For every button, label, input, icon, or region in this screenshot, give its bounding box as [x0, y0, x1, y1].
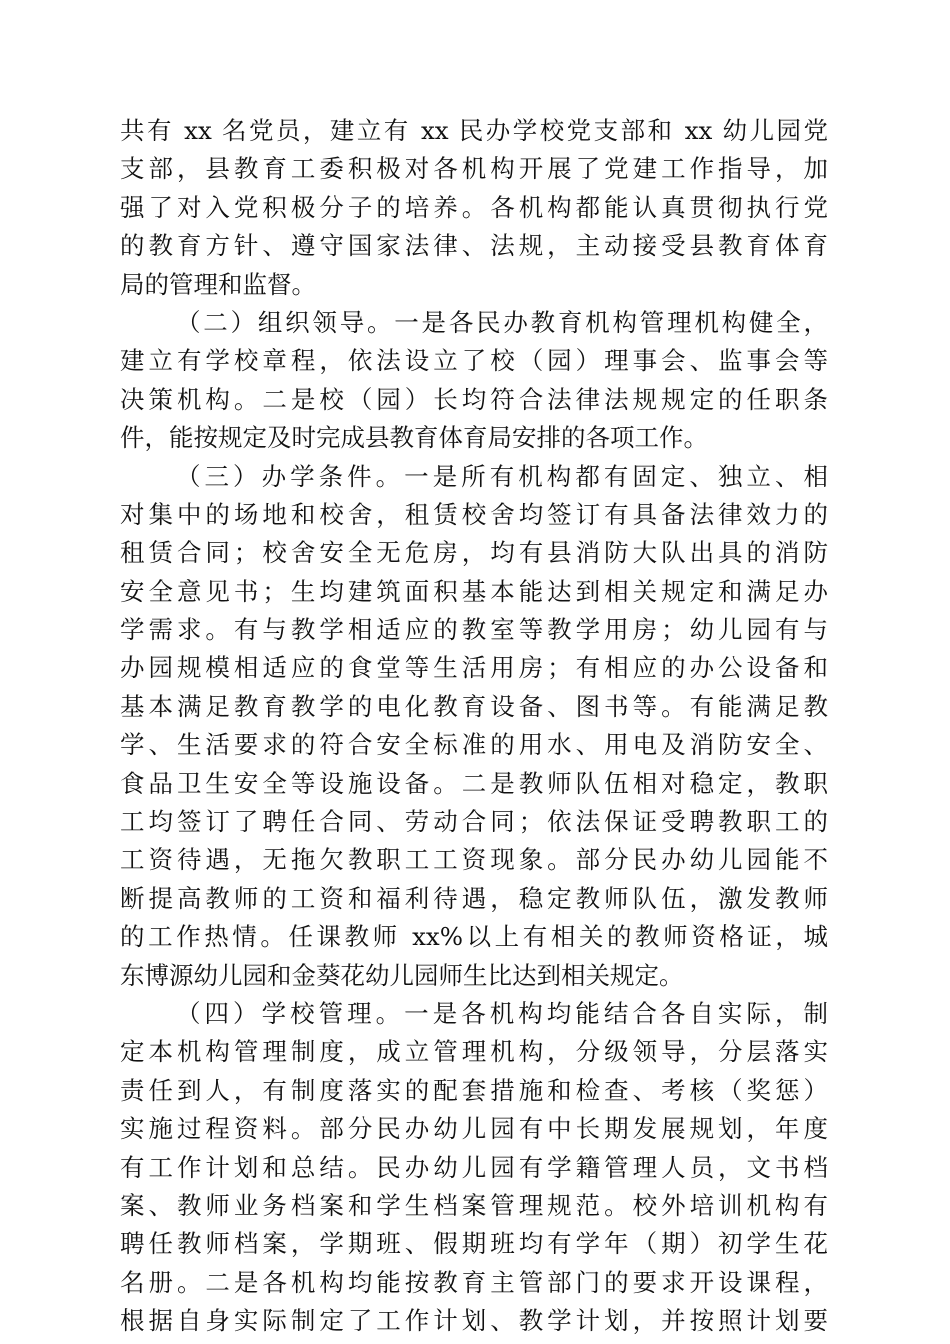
text-line: 决策机构。二是校（园）长均符合法律法规规定的任职条: [120, 384, 828, 414]
text-line: 局的管理和监督。: [120, 269, 316, 299]
text-line: 食品卫生安全等设施设备。二是教师队伍相对稳定，教职: [120, 768, 828, 798]
text-line: 租赁合同；校舍安全无危房，均有县消防大队出具的消防: [120, 538, 828, 568]
text-line: 强了对入党积极分子的培养。各机构都能认真贯彻执行党: [120, 192, 828, 222]
text-line: 案、教师业务档案和学生档案管理规范。校外培训机构有: [120, 1190, 828, 1220]
text-line: 工均签订了聘任合同、劳动合同；依法保证受聘教职工的: [120, 807, 828, 837]
text-line: 的教育方针、遵守国家法律、法规，主动接受县教育体育: [120, 231, 828, 261]
text-line: 建立有学校章程，依法设立了校（园）理事会、监事会等: [120, 346, 828, 376]
text-line: 聘任教师档案，学期班、假期班均有学年（期）初学生花: [120, 1229, 828, 1259]
text-line: 件，能按规定及时完成县教育体育局安排的各项工作。: [120, 423, 708, 453]
text-line: 对集中的场地和校舍，租赁校舍均签订有具备法律效力的: [120, 499, 828, 529]
section-heading-line: （三）办学条件。一是所有机构都有固定、独立、相: [176, 461, 828, 491]
text-line: 安全意见书；生均建筑面积基本能达到相关规定和满足办: [120, 576, 828, 606]
text-line: 学需求。有与教学相适应的教室等教学用房；幼儿园有与: [120, 615, 828, 645]
text-line: 的工作热情。任课教师 xx%以上有相关的教师资格证，城: [120, 922, 828, 952]
section-heading-line: （四）学校管理。一是各机构均能结合各自实际，制: [176, 998, 828, 1028]
text-line: 责任到人，有制度落实的配套措施和检查、考核（奖惩）: [120, 1075, 828, 1105]
text-line: 支部，县教育工委积极对各机构开展了党建工作指导，加: [120, 154, 828, 184]
text-line: 根据自身实际制定了工作计划、教学计划，并按照计划要: [120, 1306, 828, 1336]
text-line: 名册。二是各机构均能按教育主管部门的要求开设课程，: [120, 1267, 828, 1297]
text-line: 基本满足教育教学的电化教育设备、图书等。有能满足教: [120, 691, 828, 721]
document-body: [120, 112, 828, 1341]
text-line: 定本机构管理制度，成立管理机构，分级领导，分层落实: [120, 1037, 828, 1067]
text-line: 断提高教师的工资和福利待遇，稳定教师队伍，激发教师: [120, 883, 828, 913]
section-heading-line: （二）组织领导。一是各民办教育机构管理机构健全，: [176, 307, 828, 337]
text-line: 东博源幼儿园和金葵花幼儿园师生比达到相关规定。: [120, 960, 684, 990]
text-line: 工资待遇，无拖欠教职工工资现象。部分民办幼儿园能不: [120, 845, 828, 875]
text-line: 有工作计划和总结。民办幼儿园有学籍管理人员，文书档: [120, 1152, 828, 1182]
text-line: 办园规模相适应的食堂等生活用房；有相应的办公设备和: [120, 653, 828, 683]
text-line: 实施过程资料。部分民办幼儿园有中长期发展规划，年度: [120, 1114, 828, 1144]
text-line: 学、生活要求的符合安全标准的用水、用电及消防安全、: [120, 730, 828, 760]
text-line: 共有 xx 名党员，建立有 xx 民办学校党支部和 xx 幼儿园党: [120, 116, 828, 145]
